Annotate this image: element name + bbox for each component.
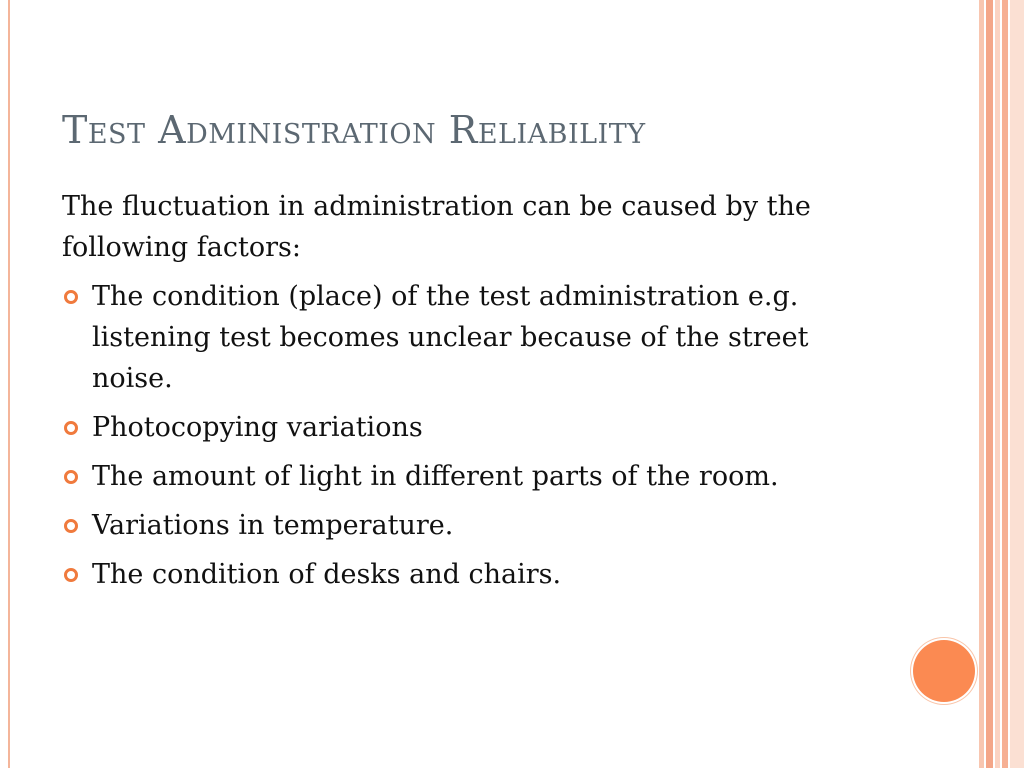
intro-text: The fluctuation in administration can be caused by the following factors: bbox=[62, 191, 811, 263]
circle-bullet-icon bbox=[64, 519, 78, 533]
circle-bullet-icon bbox=[64, 568, 78, 582]
bullet-item bbox=[62, 554, 882, 595]
right-decorative-stripe bbox=[1002, 0, 1008, 768]
bullet-item bbox=[62, 505, 882, 546]
bullet-item bbox=[62, 407, 882, 448]
circle-bullet-icon bbox=[64, 290, 78, 304]
right-decorative-stripe bbox=[1010, 0, 1024, 768]
slide-title: Test Administration Reliability bbox=[62, 108, 646, 152]
bullet-text: The condition (place) of the test administration e.g. listening test becomes unclear because of the street noise. bbox=[92, 281, 809, 394]
bullet-text: Photocopying variations bbox=[92, 412, 423, 443]
left-border-line bbox=[8, 0, 10, 768]
right-decorative-stripe bbox=[979, 0, 984, 768]
slide-body bbox=[62, 186, 882, 603]
bullet-list bbox=[62, 276, 882, 595]
bullet-text: The amount of light in different parts of the room. bbox=[92, 461, 779, 492]
bullet-text: The condition of desks and chairs. bbox=[92, 559, 562, 590]
bullet-item bbox=[62, 456, 882, 497]
bullet-text: Variations in temperature. bbox=[92, 510, 454, 541]
circle-bullet-icon bbox=[64, 421, 78, 435]
decorative-circle bbox=[913, 640, 975, 702]
circle-bullet-icon bbox=[64, 470, 78, 484]
right-decorative-stripe bbox=[986, 0, 993, 768]
bullet-item bbox=[62, 276, 882, 399]
right-decorative-stripe bbox=[995, 0, 1000, 768]
